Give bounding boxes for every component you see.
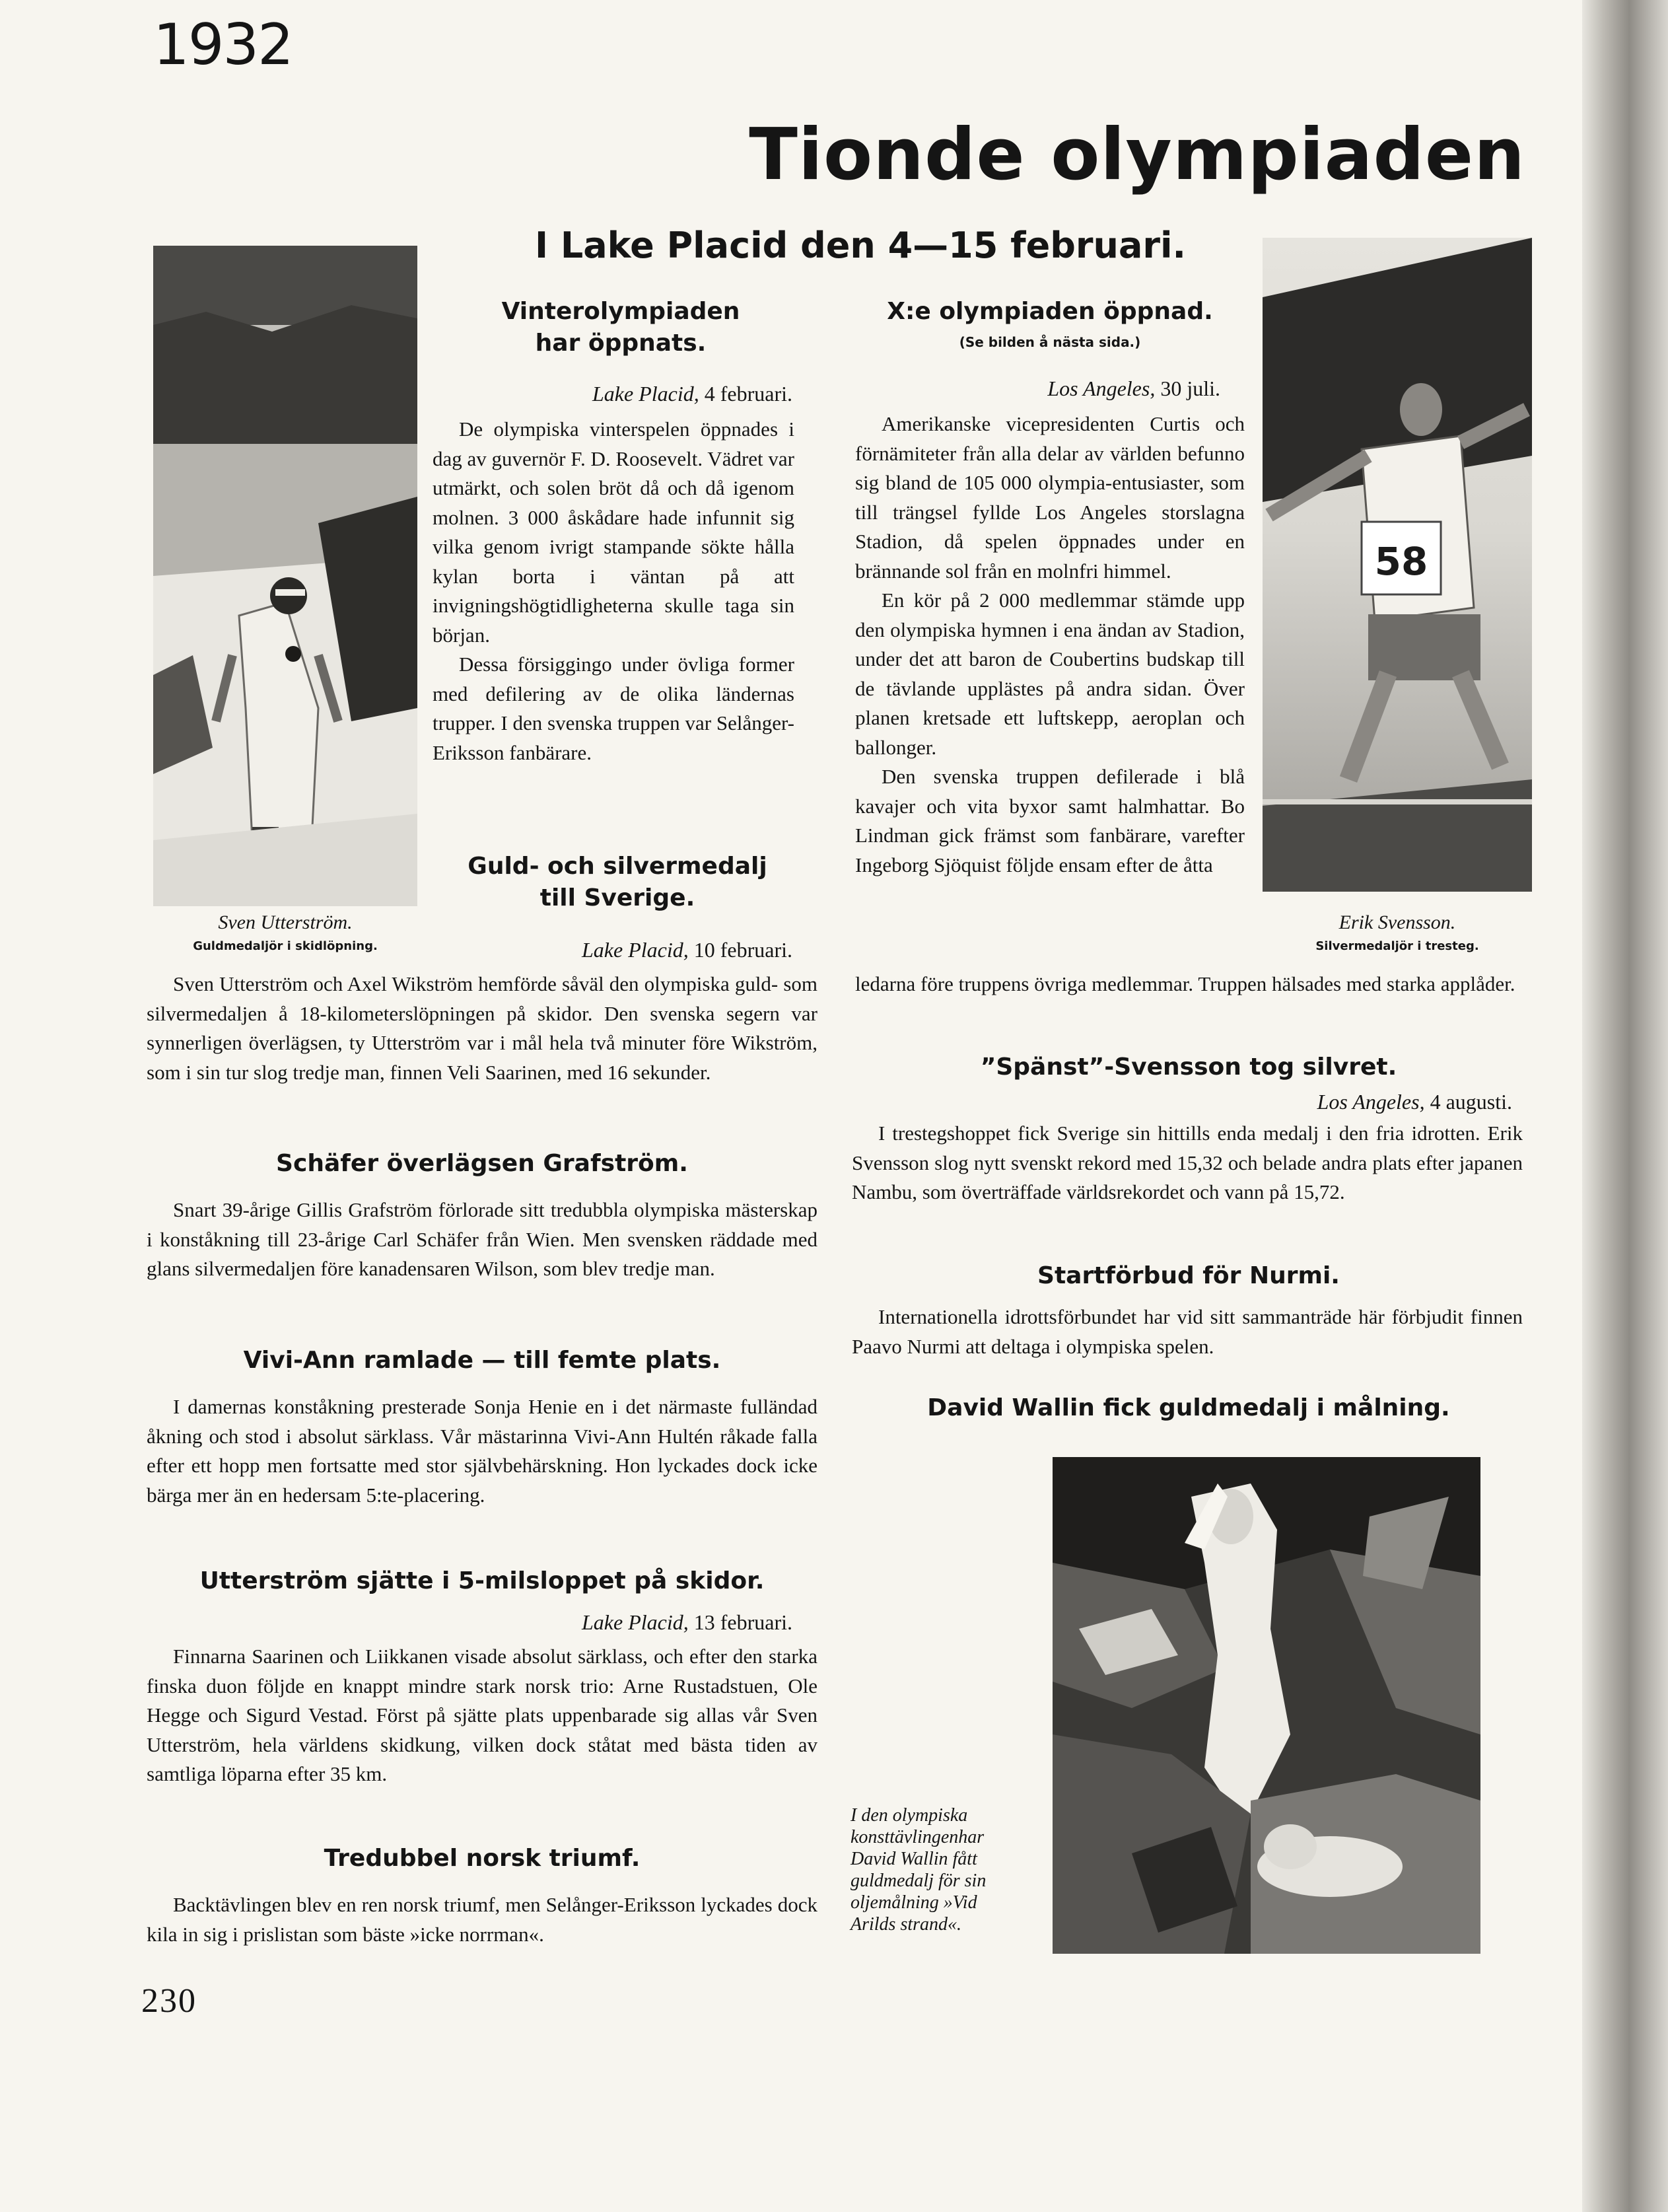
- xe-body-continued: ledarna före truppens övriga medlemmar. Truppen hälsades med starka applåder.: [855, 972, 1515, 995]
- viviann-body: I damernas konståkning presterade Sonja Henie en i det närmaste fulländad åkning och stod i absolut särklass. Vår mästarinna Vivi-Ann Hultén råkade falla efter ett hopp men fortsatte med stor självbehärskning. Hon lyckades dock icke bärga mer än en hedersam 5:te-placering.: [147, 1395, 817, 1507]
- jumper-caption: Erik Svensson.: [1338, 911, 1456, 933]
- viviann-headline: Vivi-Ann ramlade — till femte plats.: [243, 1347, 721, 1374]
- xe-body: Amerikanske vicepresidenten Curtis och förnämiteter från alla delar av världen befunno sig bland de 105 000 olympia-entusiaster, som till trängsel fyllde Los Angeles storslagna Stadion, då spelen öppnades under en brännande sol från en molnfri himmel. En kör på 2 000 medlemmar stämde upp den olympiska hymnen i ena ändan av Stadion, under det att baron de Coubertins budskap till de tävlande upplästes på andra sidan. Över planen kretsade ett luftskepp, aeroplan och ballonger. Den svenska truppen defilerade i blå kavajer och vita byxor samt halmhattar. Bo Lindman gick främst som fanbärare, varefter Ingeborg Sjöquist följde ensam efter de åtta: [855, 412, 1245, 876]
- schafer-body: Snart 39-årige Gillis Grafström förlorade sitt tredubbla olympiska mästerskap i konståkning till 23-årige Carl Schäfer från Wien. Men svensken räddade med glans silvermedaljen före kanadensaren Wilson, som blev tredje man.: [147, 1198, 817, 1280]
- skier-caption: Sven Utterström.: [218, 911, 353, 933]
- vinter-dateline: Lake Placid, 4 februari.: [592, 382, 792, 406]
- page-title: Tionde olympiaden: [749, 114, 1525, 196]
- xe-headline: X:e olympiaden öppnad.: [887, 298, 1213, 325]
- guld-dateline: Lake Placid, 10 februari.: [582, 938, 792, 962]
- tredubbel-body: Backtävlingen blev en ren norsk triumf, men Selånger-Eriksson lyckades dock kila in sig i prislistan som bäste »icke norrman«.: [147, 1893, 817, 1946]
- utterstrom-dateline: Lake Placid, 13 februari.: [582, 1610, 792, 1634]
- jumper-bib-number: 58: [1374, 539, 1428, 584]
- page-number: 230: [141, 1982, 197, 2020]
- page-gutter-shadow: [1582, 0, 1668, 2212]
- year-heading: 1932: [153, 12, 293, 78]
- guld-body: Sven Utterström och Axel Wikström hemförde såväl den olympiska guld- som silvermedaljen å 18-kilometerslöpningen på skidor. Den svenska segern var synnerligen överlägsen, ty Utterström var i mål hela två minuter före Wikström, som i sin tur slog tredje man, finnen Veli Saarinen, med 16 sekunder.: [147, 972, 817, 1084]
- utterstrom-body: Finnarna Saarinen och Liikkanen visade absolut särklass, och efter den starka finska duon följde en knappt mindre stark norsk trio: Arne Rustadstuen, Ole Hegge och Sigurd Vestad. Först på sjätte plats uppenbarade sig allas vår Sven Utterström, hela världens skidkung, vilken dock ståtat med bästa tiden av samtliga löparna efter 35 km.: [147, 1645, 817, 1785]
- skier-subcaption: Guldmedaljör i skidlöpning.: [193, 939, 378, 953]
- page-subtitle: I Lake Placid den 4—15 februari.: [534, 225, 1187, 266]
- wallin-headline: David Wallin fick guldmedalj i målning.: [927, 1394, 1450, 1421]
- nurmi-body: Internationella idrottsförbundet har vid sitt sammanträde här förbjudit finnen Paavo Nurmi att deltaga i olympiska spelen.: [852, 1305, 1523, 1358]
- tredubbel-headline: Tredubbel norsk triumf.: [324, 1845, 641, 1872]
- spanst-headline: ”Spänst”-Svensson tog silvret.: [980, 1053, 1397, 1081]
- painting-caption: I den olympiska konsttävlingenhar David Wallin fått guldmedalj för sin oljemålning »Vid Arilds strand«.: [851, 1805, 987, 1935]
- spanst-body: I trestegshoppet fick Sverige sin hittills enda medalj i den fria idrotten. Erik Svensson slog nytt svenskt rekord med 15,32 och belade andra plats efter japanen Nambu, som överträffade världsrekordet och vann på 15,72.: [852, 1122, 1523, 1203]
- xe-dateline: Los Angeles, 30 juli.: [1047, 376, 1220, 400]
- painting-photo: [1053, 1457, 1480, 1954]
- skier-photo: [153, 246, 417, 906]
- spanst-dateline: Los Angeles, 4 augusti.: [1317, 1090, 1512, 1114]
- nurmi-headline: Startförbud för Nurmi.: [1037, 1262, 1340, 1289]
- vinter-headline: Vinterolympiaden har öppnats.: [501, 298, 740, 357]
- utterstrom-headline: Utterström sjätte i 5-milsloppet på skidor.: [199, 1567, 765, 1594]
- guld-headline: Guld- och silvermedalj till Sverige.: [468, 853, 767, 911]
- jumper-subcaption: Silvermedaljör i tresteg.: [1315, 939, 1479, 953]
- jumper-photo: [1263, 238, 1532, 892]
- schafer-headline: Schäfer överlägsen Grafström.: [276, 1150, 688, 1177]
- xe-note: (Se bilden å nästa sida.): [959, 334, 1141, 350]
- vinter-body: De olympiska vinterspelen öppnades i dag av guvernör F. D. Roosevelt. Vädret var utmärkt, och solen bröt då och då igenom molnen. 3 000 åskådare hade infunnit sig vilka genom ivrigt stampande sökte hålla kylan borta i väntan på att invigningshögtidligheterna skulle taga sin början. Dessa försiggingo under övliga former med defilering av de olika ländernas trupper. I den svenska truppen var Selånger-Eriksson fanbärare.: [433, 417, 794, 764]
